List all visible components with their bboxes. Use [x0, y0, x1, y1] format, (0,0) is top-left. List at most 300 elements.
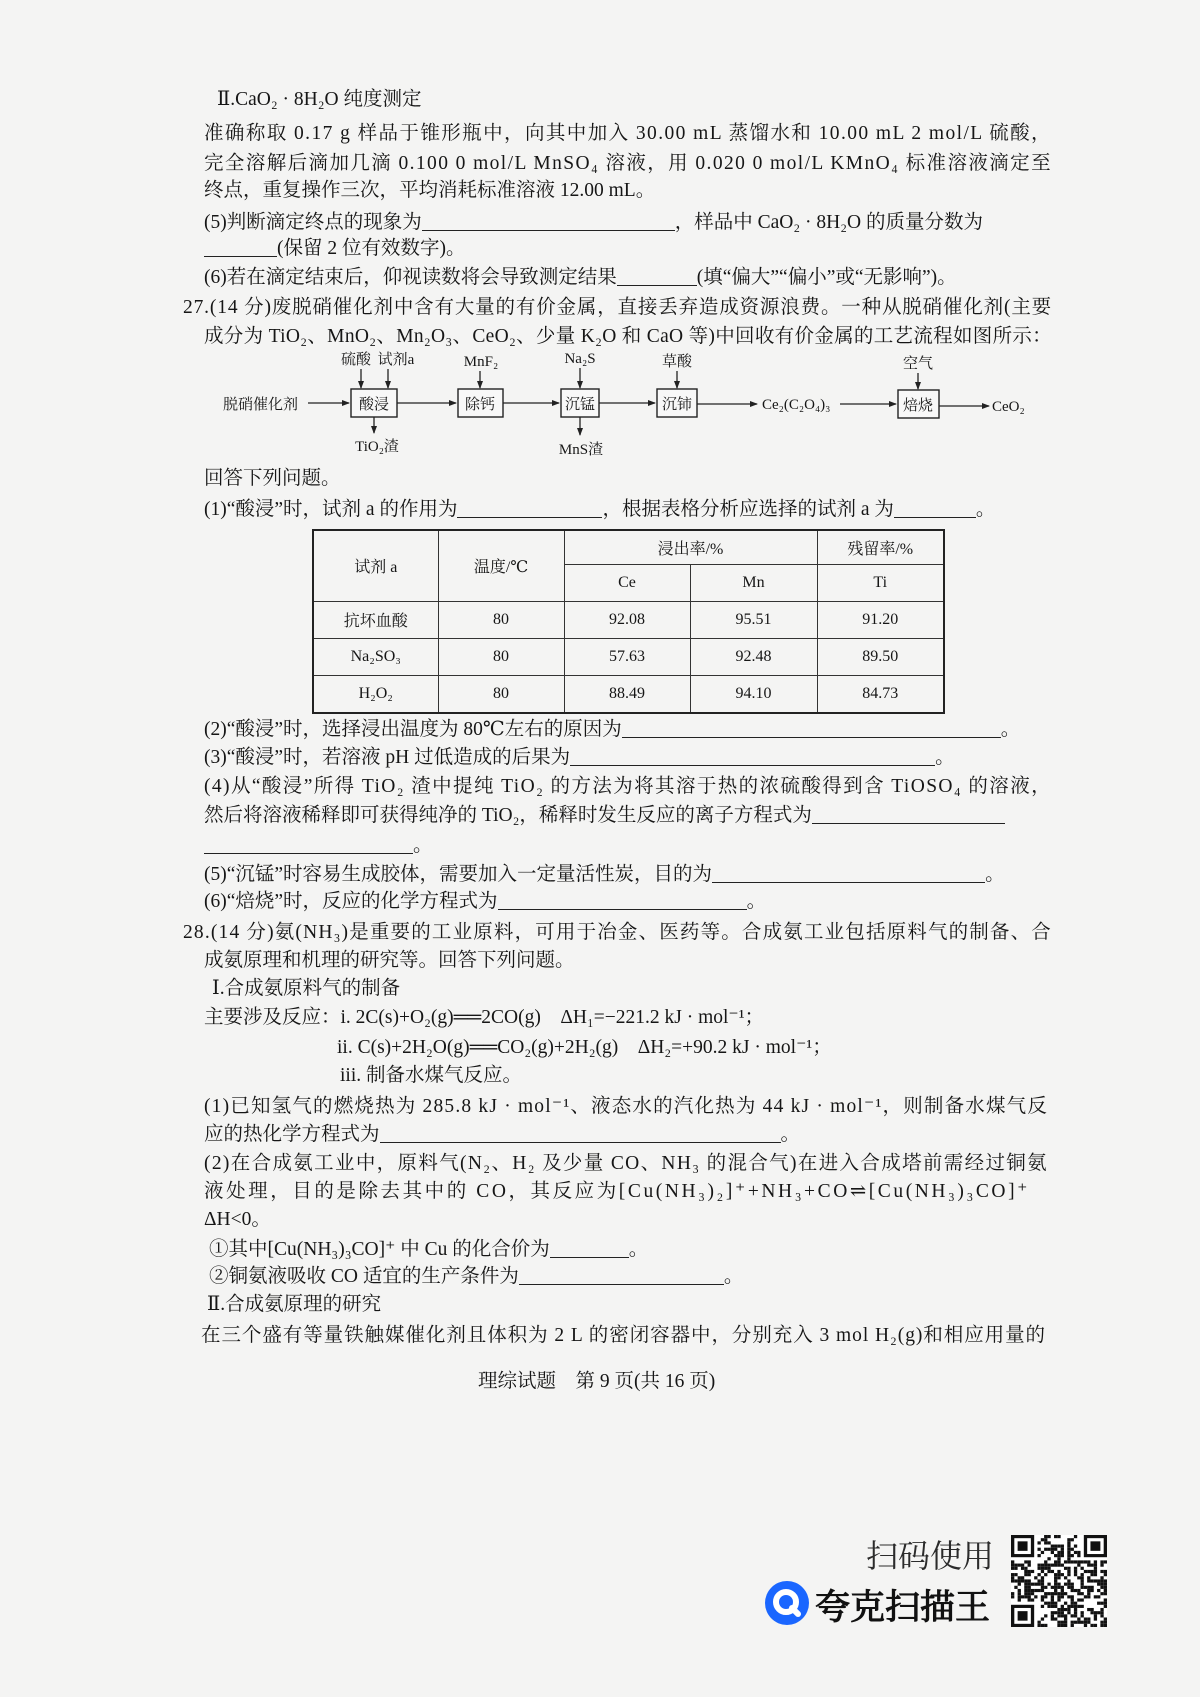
- answer-blank: [712, 864, 985, 883]
- qr-module: [1034, 1595, 1037, 1598]
- qr-module: [1041, 1583, 1044, 1586]
- flow-output-label: TiO₂渣: [355, 439, 399, 455]
- qr-module: [1100, 1611, 1103, 1614]
- qr-module: [1018, 1564, 1021, 1567]
- qr-module: [1071, 1586, 1074, 1589]
- qr-module: [1100, 1579, 1103, 1582]
- flow-start-label: 脱硝催化剂: [223, 397, 299, 413]
- q28-q2-sub2-text: ②铜氨液吸收 CO 适宜的生产条件为: [209, 1266, 519, 1287]
- qr-module: [1018, 1583, 1021, 1586]
- qr-module: [1067, 1548, 1070, 1551]
- qr-module: [1054, 1602, 1057, 1605]
- qr-module: [1051, 1602, 1054, 1605]
- qr-module: [1018, 1541, 1028, 1551]
- qr-module: [1094, 1614, 1097, 1617]
- qr-module: [1047, 1605, 1050, 1608]
- q27-q5-end: 。: [985, 864, 1005, 885]
- qr-module: [1051, 1586, 1054, 1589]
- q26-question-5-line-2: [204, 237, 466, 261]
- qr-module: [1044, 1624, 1047, 1627]
- qr-module: [1041, 1617, 1044, 1620]
- qr-module: [1041, 1538, 1044, 1541]
- qr-module: [1028, 1598, 1031, 1601]
- q28-q1-end: 。: [780, 1124, 801, 1145]
- flow-input-label: 试剂a: [377, 352, 415, 368]
- qr-module: [1084, 1595, 1087, 1598]
- qr-module: [1041, 1570, 1044, 1573]
- table-row: [313, 675, 944, 713]
- qr-module: [1024, 1595, 1027, 1598]
- qr-module: [1018, 1579, 1021, 1582]
- qr-module: [1061, 1605, 1064, 1608]
- qr-module: [1087, 1589, 1090, 1592]
- qr-module: [1067, 1567, 1070, 1570]
- qr-module: [1100, 1608, 1103, 1611]
- qr-module: [1074, 1611, 1077, 1614]
- qr-module: [1071, 1589, 1074, 1592]
- qr-module: [1077, 1551, 1080, 1554]
- table-cell: 84.73: [817, 675, 944, 713]
- qr-module: [1064, 1621, 1067, 1624]
- table-cell: 95.51: [690, 601, 817, 638]
- qr-module: [1064, 1614, 1067, 1617]
- q28-q2-sub2-end: 。: [723, 1266, 744, 1287]
- qr-module: [1104, 1624, 1107, 1627]
- qr-module: [1028, 1570, 1031, 1573]
- qr-module: [1087, 1576, 1090, 1579]
- qr-module: [1077, 1605, 1080, 1608]
- qr-module: [1051, 1617, 1054, 1620]
- qr-module: [1054, 1589, 1057, 1592]
- flow-step-label: 沉铈: [661, 397, 693, 413]
- qr-module: [1044, 1595, 1047, 1598]
- watermark-brand: 夸克扫描王: [815, 1588, 991, 1628]
- qr-module: [1087, 1570, 1090, 1573]
- qr-module: [1024, 1592, 1027, 1595]
- qr-module: [1100, 1560, 1103, 1563]
- table-cell: 88.49: [564, 675, 690, 713]
- qr-module: [1057, 1611, 1060, 1614]
- qr-module: [1104, 1570, 1107, 1573]
- page-footer: 理综试题 第 9 页(共 16 页): [478, 1371, 716, 1392]
- qr-module: [1031, 1583, 1034, 1586]
- qr-module: [1054, 1560, 1057, 1563]
- qr-module: [1094, 1579, 1097, 1582]
- qr-module: [1037, 1541, 1040, 1544]
- qr-module: [1014, 1564, 1017, 1567]
- qr-module: [1081, 1573, 1084, 1576]
- qr-module: [1074, 1560, 1077, 1563]
- qr-module: [1037, 1564, 1040, 1567]
- qr-module: [1090, 1579, 1093, 1582]
- qr-module: [1064, 1592, 1067, 1595]
- q27-question-3: [204, 746, 955, 770]
- qr-module: [1067, 1586, 1070, 1589]
- qr-module: [1057, 1576, 1060, 1579]
- qr-module: [1094, 1617, 1097, 1620]
- qr-module: [1084, 1621, 1087, 1624]
- qr-module: [1081, 1598, 1084, 1601]
- qr-module: [1054, 1573, 1057, 1576]
- qr-module: [1067, 1608, 1070, 1611]
- qr-module: [1034, 1576, 1037, 1579]
- qr-module: [1067, 1573, 1070, 1576]
- qr-module: [1104, 1602, 1107, 1605]
- qr-module: [1094, 1567, 1097, 1570]
- qr-module: [1097, 1611, 1100, 1614]
- qr-module: [1090, 1541, 1100, 1551]
- q27-stem-line-1: 27.(14 分)废脱硝催化剂中含有大量的有价金属，直接丢弃造成资源浪费。一种从脱硝催化剂(主要: [183, 297, 1053, 318]
- answer-blank: [894, 499, 976, 518]
- qr-module: [1044, 1541, 1047, 1544]
- qr-module: [1047, 1564, 1050, 1567]
- qr-module: [1061, 1545, 1064, 1548]
- flow-product-label: CeO₂: [992, 399, 1025, 415]
- qr-module: [1100, 1583, 1103, 1586]
- qr-module: [1104, 1573, 1107, 1576]
- qr-module: [1064, 1583, 1067, 1586]
- qr-module: [1064, 1602, 1067, 1605]
- qr-module: [1041, 1595, 1044, 1598]
- qr-module: [1051, 1564, 1054, 1567]
- qr-module: [1037, 1573, 1040, 1576]
- qr-module: [1104, 1598, 1107, 1601]
- qr-module: [1071, 1560, 1074, 1563]
- qr-module: [1041, 1605, 1044, 1608]
- qr-module: [1081, 1576, 1084, 1579]
- flow-input-label: 硫酸: [340, 352, 372, 368]
- qr-code: [1011, 1535, 1107, 1627]
- qr-module: [1090, 1573, 1093, 1576]
- qr-module: [1094, 1611, 1097, 1614]
- qr-module: [1071, 1602, 1074, 1605]
- header-reagent: 试剂 a: [313, 530, 438, 601]
- qr-module: [1054, 1564, 1057, 1567]
- qr-module: [1057, 1535, 1060, 1538]
- qr-module: [1084, 1617, 1087, 1620]
- qr-module: [1100, 1586, 1103, 1589]
- logo-tail: [792, 1608, 798, 1614]
- qr-module: [1084, 1570, 1087, 1573]
- q27-question-4-line-3: [204, 834, 433, 858]
- qr-module: [1051, 1570, 1054, 1573]
- q28-q2-sub1-text: ①其中[Cu(NH₃)₃CO]⁺ 中 Cu 的化合价为: [209, 1239, 550, 1260]
- q28-part-1-title: Ⅰ.合成氨原料气的制备: [212, 978, 401, 999]
- qr-module: [1077, 1560, 1080, 1563]
- qr-module: [1011, 1595, 1014, 1598]
- qr-module: [1067, 1605, 1070, 1608]
- qr-module: [1064, 1617, 1067, 1620]
- leaching-data-table: [312, 529, 945, 714]
- qr-module: [1104, 1592, 1107, 1595]
- qr-module: [1081, 1611, 1084, 1614]
- qr-module: [1071, 1614, 1074, 1617]
- q27-q3-end: 。: [935, 747, 955, 768]
- qr-module: [1100, 1592, 1103, 1595]
- table-row: [313, 601, 944, 638]
- qr-module: [1061, 1554, 1064, 1557]
- q28-question-1-line-1: (1)已知氢气的燃烧热为 285.8 kJ · mol⁻¹、液态水的汽化热为 44 kJ · mol⁻¹，则制备水煤气反: [204, 1096, 1049, 1117]
- qr-module: [1028, 1579, 1031, 1582]
- qr-module: [1067, 1551, 1070, 1554]
- qr-module: [1054, 1586, 1057, 1589]
- q27-q1-end: 。: [975, 499, 996, 520]
- qr-module: [1087, 1592, 1090, 1595]
- qr-module: [1047, 1548, 1050, 1551]
- qr-module: [1041, 1576, 1044, 1579]
- qr-module: [1090, 1624, 1093, 1627]
- process-flow-diagram: [0, 340, 1200, 470]
- flow-step-label: 焙烧: [902, 398, 934, 414]
- qr-module: [1087, 1595, 1090, 1598]
- header-leach-rate: 浸出率/%: [564, 530, 817, 564]
- qr-module: [1041, 1551, 1044, 1554]
- q27-question-6: [204, 890, 766, 914]
- qr-module: [1067, 1557, 1070, 1560]
- qr-module: [1037, 1548, 1040, 1551]
- qr-module: [1067, 1583, 1070, 1586]
- qr-module: [1041, 1567, 1044, 1570]
- flow-input-label: 草酸: [661, 354, 693, 370]
- qr-module: [1018, 1592, 1021, 1595]
- qr-module: [1028, 1589, 1031, 1592]
- qr-module: [1047, 1557, 1050, 1560]
- q27-q4-text: 然后将溶液稀释即可获得纯净的 TiO₂，稀释时发生反应的离子方程式为: [204, 805, 812, 826]
- qr-module: [1100, 1570, 1103, 1573]
- qr-module: [1090, 1564, 1093, 1567]
- qr-module: [1097, 1602, 1100, 1605]
- qr-module: [1037, 1583, 1040, 1586]
- qr-module: [1044, 1548, 1047, 1551]
- table-cell: H₂O₂: [313, 675, 438, 713]
- flow-step-label: 除钙: [464, 397, 496, 413]
- qr-module: [1047, 1567, 1050, 1570]
- qr-module: [1064, 1624, 1067, 1627]
- qr-module: [1021, 1564, 1024, 1567]
- qr-module: [1067, 1595, 1070, 1598]
- qr-module: [1081, 1592, 1084, 1595]
- qr-module: [1081, 1579, 1084, 1582]
- qr-module: [1011, 1573, 1014, 1576]
- qr-module: [1100, 1614, 1103, 1617]
- table-row: [313, 638, 944, 675]
- qr-module: [1071, 1583, 1074, 1586]
- q27-question-1: [204, 498, 995, 522]
- qr-module: [1018, 1598, 1021, 1601]
- qr-module: [1054, 1554, 1057, 1557]
- q27-q4-end: 。: [413, 835, 433, 856]
- qr-module: [1018, 1576, 1021, 1579]
- qr-module: [1011, 1576, 1014, 1579]
- answer-blank: [422, 212, 675, 231]
- qr-module: [1097, 1579, 1100, 1582]
- qr-module: [1037, 1624, 1040, 1627]
- qr-module: [1061, 1586, 1064, 1589]
- qr-module: [1094, 1560, 1097, 1563]
- qr-module: [1047, 1570, 1050, 1573]
- qr-module: [1061, 1611, 1064, 1614]
- qr-module: [1054, 1617, 1057, 1620]
- qr-module: [1044, 1538, 1047, 1541]
- qr-module: [1031, 1598, 1034, 1601]
- qr-module: [1104, 1586, 1107, 1589]
- q27-stem-line-2: 成分为 TiO₂、MnO₂、Mn₂O₃、CeO₂、少量 K₂O 和 CaO 等)中回收有价金属的工艺流程如图所示：: [204, 326, 1052, 347]
- qr-module: [1034, 1589, 1037, 1592]
- table-cell: 91.20: [817, 601, 944, 638]
- q28-question-2-line-1: (2)在合成氨工业中，原料气(N₂、H₂ 及少量 CO、NH₃ 的混合气)在进入合成塔前需经过铜氨: [204, 1153, 1048, 1174]
- qr-module: [1047, 1602, 1050, 1605]
- q26-q6-text-1: (6)若在滴定结束后，仰视读数将会导致测定结果: [204, 267, 617, 288]
- q28-question-2-line-3: ΔH<0。: [204, 1209, 271, 1230]
- qr-module: [1061, 1595, 1064, 1598]
- qr-module: [1084, 1560, 1087, 1563]
- answer-blank: [550, 1239, 629, 1258]
- qr-module: [1054, 1576, 1057, 1579]
- qr-module: [1087, 1586, 1090, 1589]
- qr-module: [1071, 1605, 1074, 1608]
- table-cell: 92.08: [564, 601, 690, 638]
- qr-module: [1057, 1624, 1060, 1627]
- q28-part-2-title: Ⅱ.合成氨原理的研究: [207, 1294, 382, 1315]
- header-temperature: 温度/℃: [438, 530, 564, 601]
- qr-module: [1067, 1538, 1070, 1541]
- qr-module: [1104, 1579, 1107, 1582]
- flow-output-label: MnS渣: [558, 442, 604, 458]
- qr-module: [1028, 1595, 1031, 1598]
- qr-module: [1054, 1605, 1057, 1608]
- q26-q5-text-1: (5)判断滴定终点的现象为: [204, 212, 422, 233]
- flow-input-label: 空气: [902, 356, 934, 372]
- qr-module: [1037, 1579, 1040, 1582]
- qr-module: [1014, 1579, 1017, 1582]
- table-cell: 94.10: [690, 675, 817, 713]
- qr-module: [1054, 1583, 1057, 1586]
- qr-module: [1014, 1567, 1017, 1570]
- qr-module: [1090, 1570, 1093, 1573]
- qr-module: [1094, 1624, 1097, 1627]
- qr-module: [1061, 1614, 1064, 1617]
- answer-blank: [519, 1266, 724, 1285]
- qr-module: [1104, 1583, 1107, 1586]
- qr-module: [1044, 1535, 1047, 1538]
- qr-module: [1077, 1621, 1080, 1624]
- qr-module: [1057, 1570, 1060, 1573]
- table-cell: 89.50: [817, 638, 944, 675]
- qr-module: [1084, 1624, 1087, 1627]
- qr-module: [1094, 1595, 1097, 1598]
- qr-module: [1051, 1551, 1054, 1554]
- qr-module: [1018, 1589, 1021, 1592]
- table-cell: 80: [438, 675, 564, 713]
- flow-input-label: Na₂S: [564, 351, 596, 367]
- qr-module: [1051, 1545, 1054, 1548]
- qr-module: [1097, 1583, 1100, 1586]
- qr-module: [1067, 1579, 1070, 1582]
- q27-question-2: [204, 718, 1020, 742]
- q27-question-4-line-1: (4)从“酸浸”所得 TiO₂ 渣中提纯 TiO₂ 的方法为将其溶于热的浓硫酸得到含 TiOSO₄ 的溶液，: [204, 776, 1053, 797]
- quark-logo-icon: [764, 1580, 810, 1626]
- answer-blank: [622, 719, 1001, 738]
- qr-module: [1061, 1624, 1064, 1627]
- qr-module: [1051, 1595, 1054, 1598]
- answer-blank: [570, 747, 935, 766]
- qr-module: [1024, 1570, 1027, 1573]
- qr-module: [1057, 1598, 1060, 1601]
- qr-module: [1077, 1576, 1080, 1579]
- qr-module: [1074, 1573, 1077, 1576]
- qr-module: [1061, 1564, 1064, 1567]
- qr-module: [1041, 1598, 1044, 1601]
- table-header-row: [313, 530, 944, 564]
- qr-module: [1097, 1595, 1100, 1598]
- q28-reaction-i: 主要涉及反应：i. 2C(s)+O₂(g)══2CO(g) ΔH₁=−221.2 kJ · mol⁻¹；: [204, 1007, 765, 1028]
- qr-module: [1011, 1592, 1014, 1595]
- qr-module: [1044, 1560, 1047, 1563]
- qr-module: [1044, 1592, 1047, 1595]
- qr-module: [1047, 1583, 1050, 1586]
- qr-module: [1018, 1595, 1021, 1598]
- qr-module: [1021, 1595, 1024, 1598]
- qr-module: [1087, 1560, 1090, 1563]
- qr-module: [1021, 1567, 1024, 1570]
- qr-module: [1044, 1614, 1047, 1617]
- answer-blank: [617, 267, 697, 286]
- header-residue-rate: 残留率/%: [817, 530, 944, 564]
- qr-module: [1057, 1545, 1060, 1548]
- qr-module: [1028, 1573, 1031, 1576]
- qr-module: [1077, 1564, 1080, 1567]
- table-cell: 92.48: [690, 638, 817, 675]
- qr-module: [1071, 1554, 1074, 1557]
- qr-module: [1087, 1608, 1090, 1611]
- qr-module: [1021, 1579, 1024, 1582]
- qr-module: [1084, 1586, 1087, 1589]
- qr-module: [1081, 1567, 1084, 1570]
- qr-module: [1071, 1624, 1074, 1627]
- flow-step-label: 沉锰: [564, 397, 596, 413]
- q27-q6-end: 。: [746, 891, 767, 912]
- qr-module: [1057, 1557, 1060, 1560]
- flow-step-label: 酸浸: [358, 397, 390, 413]
- qr-module: [1067, 1554, 1070, 1557]
- qr-module: [1051, 1614, 1054, 1617]
- section-title-purity-test: Ⅱ.CaO₂ · 8H₂O 纯度测定: [217, 89, 422, 110]
- qr-module: [1047, 1541, 1050, 1544]
- q27-prompt: 回答下列问题。: [204, 468, 341, 489]
- q26-procedure-line-1: 准确称取 0.17 g 样品于锥形瓶中，向其中加入 30.00 mL 蒸馏水和 10.00 mL 2 mol/L 硫酸，: [204, 123, 1052, 144]
- qr-module: [1077, 1589, 1080, 1592]
- qr-module: [1044, 1586, 1047, 1589]
- qr-module: [1061, 1592, 1064, 1595]
- q26-question-5: [204, 211, 983, 235]
- qr-module: [1051, 1598, 1054, 1601]
- qr-module: [1041, 1564, 1044, 1567]
- qr-module: [1090, 1608, 1093, 1611]
- qr-module: [1057, 1614, 1060, 1617]
- q27-q5-text: (5)“沉锰”时容易生成胶体，需要加入一定量活性炭，目的为: [204, 864, 713, 885]
- qr-module: [1011, 1564, 1014, 1567]
- qr-module: [1057, 1573, 1060, 1576]
- q27-q2-end: 。: [1000, 719, 1021, 740]
- qr-module: [1104, 1589, 1107, 1592]
- qr-module: [1054, 1535, 1057, 1538]
- q27-q1-text-2: ，根据表格分析应选择的试剂 a 为: [602, 499, 894, 520]
- qr-module: [1071, 1595, 1074, 1598]
- header-ce: Ce: [564, 564, 690, 601]
- q26-q5-text-3: (保留 2 位有效数字)。: [277, 238, 466, 259]
- flow-intermediate-label: Ce₂(C₂O₄)₃: [762, 397, 831, 413]
- q28-reaction-iii: iii. 制备水煤气反应。: [340, 1065, 523, 1086]
